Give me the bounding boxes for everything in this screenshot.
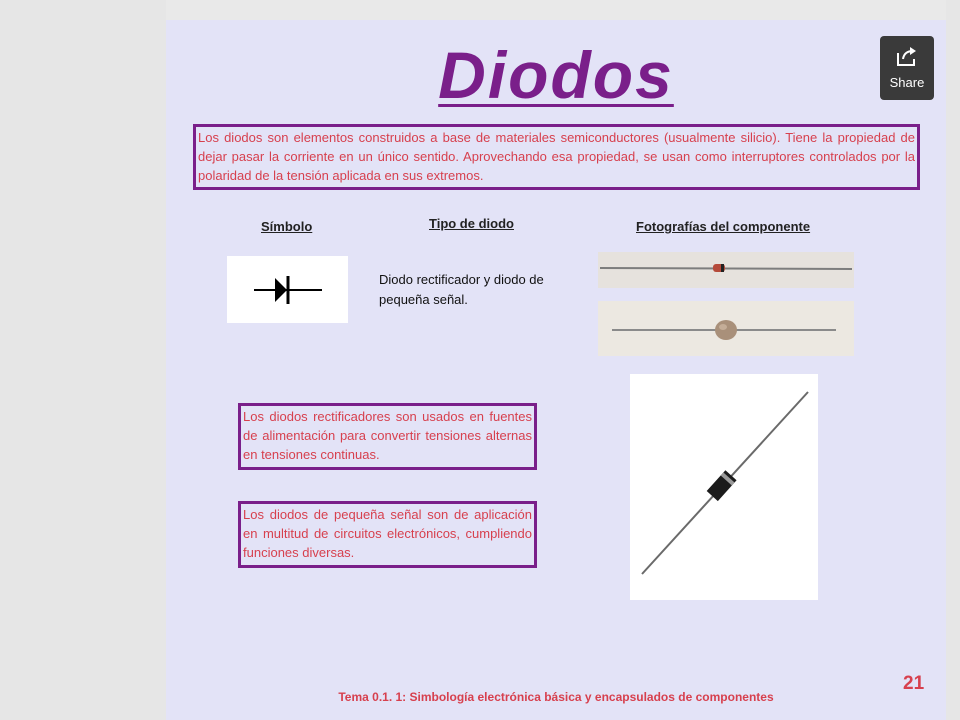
right-margin [946, 0, 960, 720]
photo-rectifier-diode [630, 374, 818, 600]
diode-symbol [227, 256, 348, 323]
slide-title: Diodos [438, 38, 674, 112]
page-number: 21 [903, 673, 925, 694]
share-icon [895, 44, 919, 73]
heading-photos: Fotografías del componente [636, 219, 811, 234]
rectifier-note-box: Los diodos rectificadores son usados en fuentes de alimentación para convertir tensiones alternas en tensiones continuas. [238, 403, 537, 470]
photo-small-signal-diode [598, 252, 854, 288]
bead-diode-image [598, 301, 854, 356]
rectifier-diode-image [630, 374, 818, 600]
left-margin [0, 0, 166, 720]
share-button[interactable] [880, 36, 934, 100]
small-signal-note-box: Los diodos de pequeña señal son de aplicación en multitud de circuitos electrónicos, cumpliendo funciones diversas. [238, 501, 537, 568]
heading-diode-type: Tipo de diodo [429, 216, 514, 231]
small-signal-diode-image [598, 252, 854, 288]
diode-symbol-icon [227, 256, 348, 323]
intro-text-box: Los diodos son elementos construidos a base de materiales semiconductores (usualmente silicio). Tiene la propiedad de dejar pasar la corriente en un único sentido. Aprovechando esa propiedad, se usan como interruptores controlados por la polaridad de la tensión aplicada en sus extremos. [193, 124, 920, 190]
slide [166, 20, 946, 720]
share-label: Share [889, 75, 925, 90]
photo-bead-diode [598, 301, 854, 356]
heading-symbol: Símbolo [261, 219, 313, 234]
diode-type-text: Diodo rectificador y diodo de pequeña señal. [379, 272, 544, 307]
slide-footer: Tema 0.1. 1: Simbología electrónica básica y encapsulados de componentes [338, 690, 774, 704]
